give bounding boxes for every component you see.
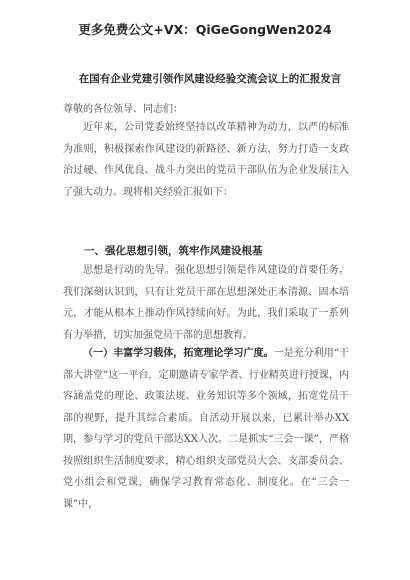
intro-paragraph: 近年来，公司党委始终坚持以改革精神为动力，以严的标准为准则，积极探索作风建设的新路径、新方法，努力打造一支政治过硬、作风优良、战斗力突出的党员干部队伍为企业发展注入了强大动力。现将相关经验汇报如下：: [63, 122, 349, 198]
subsection1-body: 一是充分利用“干部大讲堂”这一平台，定期邀请专家学者、行业精英进行授课，内容涵盖党的理论、政策法规、业务知识等多个领域，拓宽党员干部的视野，提升其综合素质。自活动开展以来，已累计举办XX期，参与学习的党员干部达XX人次。二是抓实“三会一课”，严格按照组织生活制度要求，精心组织支部党员大会、支部委员会、党小组会和党课，确保学习教育常态化、制度化。在“三会一课”中，: [63, 348, 349, 510]
section-heading-1: 一、强化思想引领，筑牢作风建设根基: [84, 245, 263, 257]
promo-banner: 更多免费公文+VX：QiGeGongWen2024: [78, 22, 332, 37]
subsection1-paragraph: [63, 343, 349, 515]
section1-paragraph: 思想是行动的先导。强化思想引领是作风建设的首要任务。我们深刻认识到，只有让党员干部在思想深处正本清源、固本培元，才能从根本上推动作风持续向好。为此，我们采取了一系列有力举措，切实加强党员干部的思想教育。: [63, 265, 349, 341]
subsection-heading-1: （一）丰富学习载体，拓宽理论学习广度。: [83, 348, 274, 359]
document-title: 在国有企业党建引领作风建设经验交流会议上的汇报发言: [78, 73, 342, 85]
salutation: 尊敬的各位领导、同志们：: [63, 104, 183, 115]
